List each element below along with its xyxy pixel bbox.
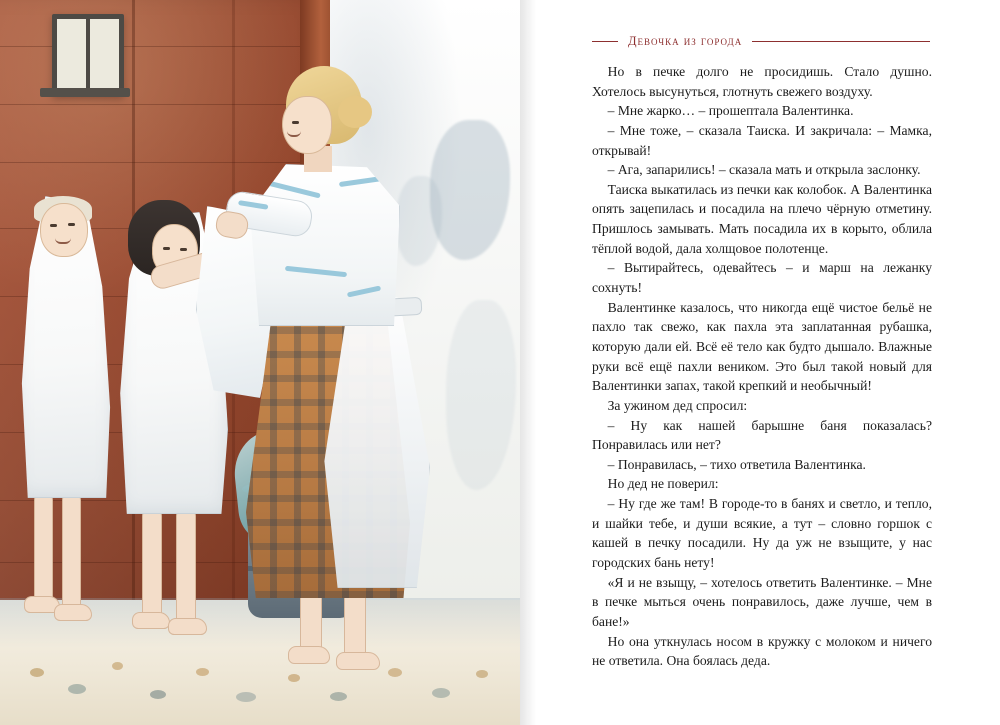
paragraph: Но она уткнулась носом в кружку с молоком и ничего не ответила. Она боялась деда.	[592, 633, 932, 669]
window-icon	[52, 14, 124, 96]
running-head	[592, 34, 930, 49]
paragraph: «Я и не взыщу, – хотелось ответить Валентинке. – Мне в печке мыться очень понравилось, даже лучше, чем в бане!»	[592, 574, 932, 629]
foot	[168, 618, 207, 635]
paragraph: Валентинке казалось, что никогда ещё чистое бельё не пахло так свежо, как пахла эта заплатанная рубашка, которую дали ей. Всё её тело как будто дышало. Влажные руки всё ещё пахли веником. Это был такой новый для Валентинки запах, такой крепкий и необычный!	[592, 299, 932, 394]
face	[40, 203, 88, 257]
foot	[336, 652, 380, 670]
paragraph: Таиска выкатилась из печки как колобок. А Валентинка опять зацепилась и посадила на плечо чёрную отметину. Пришлось замывать. Мать посадила их в корыто, облила тёплой водой, дала холщовое полотенце.	[592, 181, 932, 256]
leg	[142, 508, 162, 622]
foot	[54, 604, 92, 621]
hair-bun	[338, 96, 372, 128]
paragraph: – Ага, запарились! – сказала мать и открыла заслонку.	[607, 162, 921, 178]
rule-right	[752, 41, 930, 42]
foot	[132, 612, 170, 629]
leg	[34, 492, 53, 606]
paragraph: – Вытирайтесь, одевайтесь – и марш на лежанку сохнуть!	[592, 260, 932, 296]
paragraph: – Ну где же там! В городе-то в банях и светло, и тепло, и шайки тебе, и души всякие, а тут – словно горшок с кашей в печку посадили. Ну да уж не взыщите, у нас городских бань нету!	[592, 496, 932, 571]
foot	[288, 646, 330, 664]
paragraph: За ужином дед спросил:	[607, 397, 748, 413]
paragraph: – Мне жарко… – прошептала Валентинка.	[607, 103, 854, 119]
window-sill	[40, 88, 130, 97]
running-head-title: Девочка из города	[628, 34, 743, 48]
leg	[176, 508, 196, 626]
paragraph: – Мне тоже, – сказала Таиска. И закричала: – Мамка, открывай!	[592, 122, 932, 158]
face	[282, 96, 332, 154]
text-page	[520, 0, 1000, 725]
body-text	[592, 62, 932, 671]
paragraph: – Ну как нашей барышне баня показалась? Понравилась или нет?	[592, 417, 932, 453]
leg	[62, 492, 81, 612]
paragraph: Но в печке долго не просидишь. Стало душно. Хотелось высунуться, глотнуть свежего воздуху.	[592, 64, 932, 99]
paragraph: Но дед не поверил:	[607, 476, 719, 492]
paragraph: – Понравилась, – тихо ответила Валентинка.	[607, 456, 866, 472]
rule-left	[592, 41, 618, 42]
blouse	[250, 164, 400, 326]
